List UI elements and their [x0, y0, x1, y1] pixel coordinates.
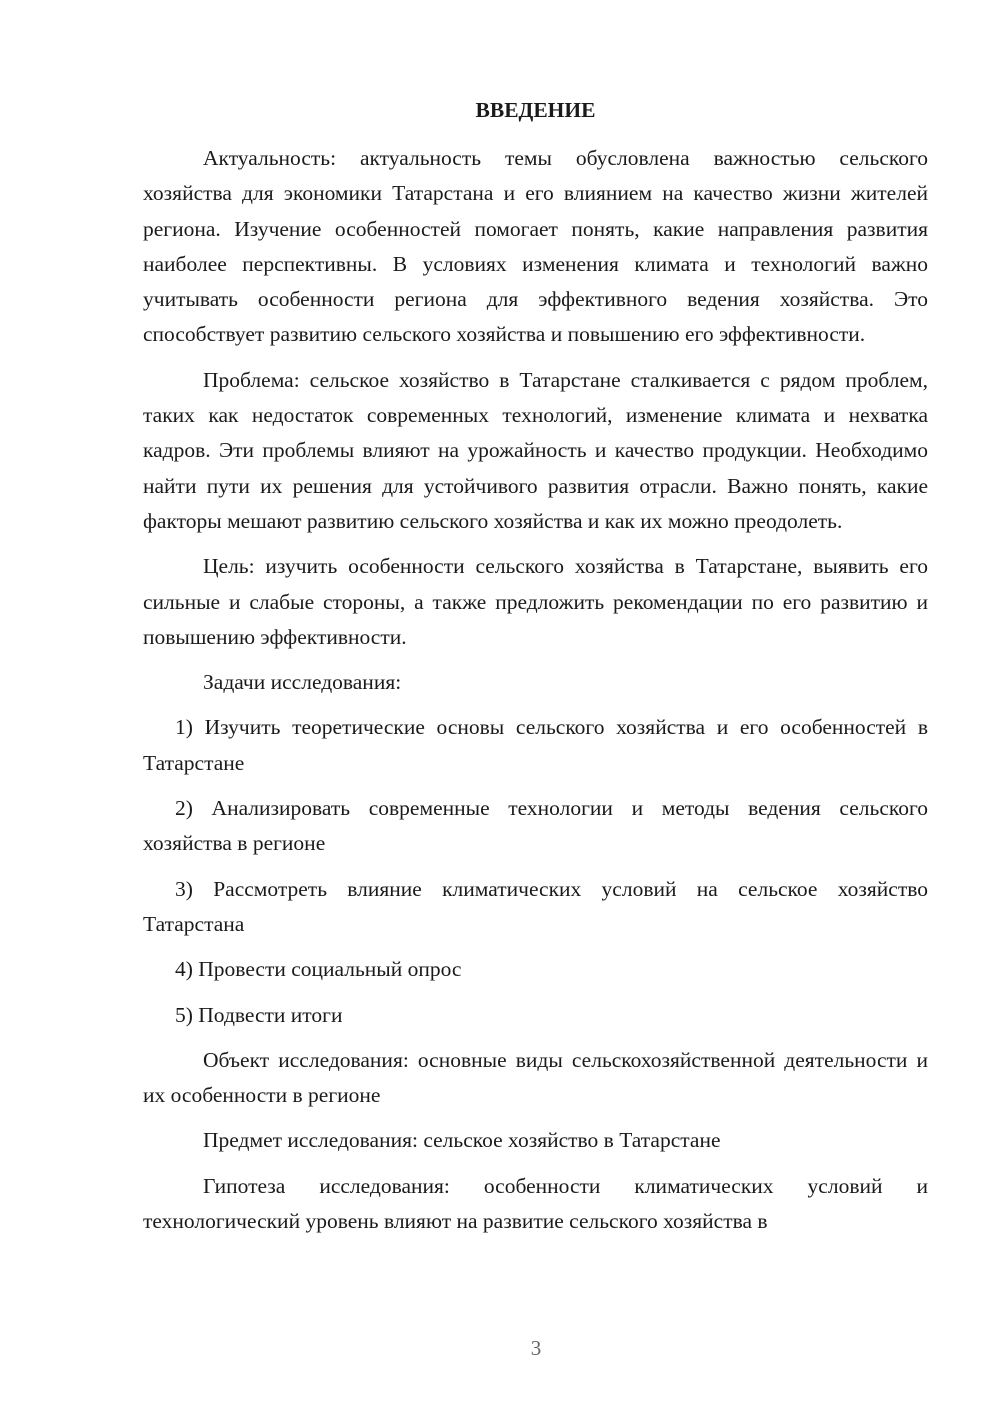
tasks-heading: Задачи исследования:: [203, 670, 402, 695]
document-page: [143, 95, 928, 1249]
paragraph-subject: Предмет исследования: сельское хозяйство в Татарстане: [203, 1128, 721, 1153]
paragraph-goal: Цель: изучить особенности сельского хозяйства в Татарстане, выявить его сильные и слабые стороны, а также предложить рекомендации по его развитию и повышению эффективности.: [143, 554, 928, 649]
paragraph-hypothesis: Гипотеза исследования: особенности климатических условий и технологический уровень влияют на развитие сельского хозяйства в: [143, 1173, 928, 1234]
paragraph-relevance: Актуальность: актуальность темы обусловлена важностью сельского хозяйства для экономики Татарстана и его влиянием на качество жизни жителей региона. Изучение особенностей помогает понять, какие направления развития наиболее перспективны. В условиях изменения климата и технологий важно учитывать особенности региона для эффективного ведения хозяйства. Это способствует развитию сельского хозяйства и повышению его эффективности.: [143, 146, 928, 347]
page-number: 3: [530, 1336, 542, 1360]
task-item-5: 5) Подвести итоги: [175, 1002, 343, 1027]
task-item-2: 2) Анализировать современные технологии и методы ведения сельского хозяйства в регионе: [143, 796, 928, 856]
paragraph-problem: Проблема: сельское хозяйство в Татарстане сталкивается с рядом проблем, таких как недостаток современных технологий, изменение климата и нехватка кадров. Эти проблемы влияют на урожайность и качество продукции. Необходимо найти пути их решения для устойчивого развития отрасли. Важно понять, какие факторы мешают развитию сельского хозяйства и как их можно преодолеть.: [143, 367, 928, 533]
task-item-3: 3) Рассмотреть влияние климатических условий на сельское хозяйство Татарстана: [143, 876, 928, 936]
task-item-4: 4) Провести социальный опрос: [175, 957, 462, 982]
task-item-1: 1) Изучить теоретические основы сельского хозяйства и его особенностей в Татарстане: [143, 715, 928, 775]
paragraph-object: Объект исследования: основные виды сельскохозяйственной деятельности и их особенности в регионе: [143, 1047, 928, 1108]
document-title: ВВЕДЕНИЕ: [475, 98, 596, 122]
